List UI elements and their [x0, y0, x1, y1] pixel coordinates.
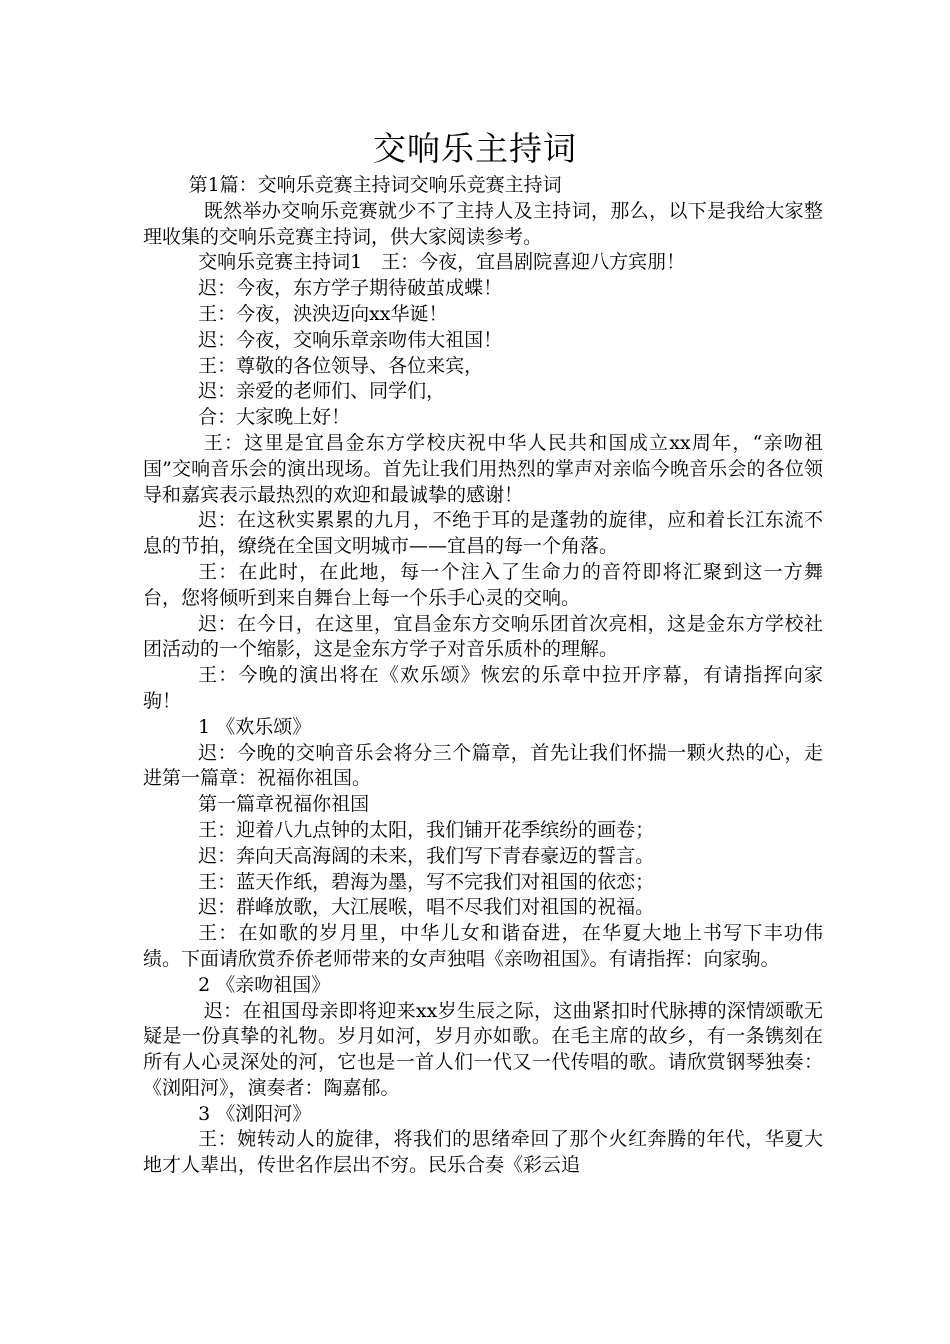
paragraph: 王：蓝天作纸，碧海为墨，写不完我们对祖国的依恋； — [198, 870, 655, 893]
paragraph: 迟：今夜，交响乐章亲吻伟大祖国！ — [198, 328, 503, 351]
document-body — [143, 173, 823, 1179]
paragraph: 1 《欢乐颂》 — [198, 715, 312, 738]
paragraph: 王：这里是宜昌金东方学校庆祝中华人民共和国成立xx周年，“亲吻祖国”交响音乐会的演出现场。首先让我们用热烈的掌声对亲临今晚音乐会的各位领导和嘉宾表示最热烈的欢迎和最诚挚的感谢！ — [143, 431, 823, 506]
paragraph: 王：在此时，在此地，每一个注入了生命力的音符即将汇聚到这一方舞台，您将倾听到来自舞台上每一个乐手心灵的交响。 — [143, 560, 823, 609]
paragraph: 王：今晚的演出将在《欢乐颂》恢宏的乐章中拉开序幕，有请指挥向家驹！ — [143, 664, 823, 712]
paragraph: 迟：在这秋实累累的九月，不绝于耳的是蓬勃的旋律，应和着长江东流不息的节拍，缭绕在全国文明城市——宜昌的每一个角落。 — [143, 509, 823, 558]
paragraph: 王：婉转动人的旋律，将我们的思绪牵回了那个火红奔腾的年代，华夏大地才人辈出，传世名作层出不穷。民乐合奏《彩云追 — [143, 1128, 823, 1177]
paragraph: 迟：今夜，东方学子期待破茧成蝶！ — [198, 277, 503, 300]
paragraph: 合：大家晚上好！ — [198, 406, 351, 429]
paragraph: 第1篇：交响乐竞赛主持词交响乐竞赛主持词 — [188, 174, 562, 196]
paragraph: 3 《浏阳河》 — [198, 1102, 312, 1125]
paragraph: 王：在如歌的岁月里，中华儿女和谐奋进，在华夏大地上书写下丰功伟绩。下面请欣赏乔侨老师带来的女声独唱《亲吻祖国》。有请指挥：向家驹。 — [143, 922, 823, 970]
paragraph: 既然举办交响乐竞赛就少不了主持人及主持词，那么，以下是我给大家整理收集的交响乐竞赛主持词，供大家阅读参考。 — [143, 199, 823, 248]
paragraph: 王：今夜，泱泱迈向xx华诞！ — [198, 302, 448, 325]
paragraph: 第一篇章祝福你祖国 — [198, 793, 370, 816]
paragraph: 迟：奔向天高海阔的未来，我们写下青春豪迈的誓言。 — [198, 844, 655, 867]
paragraph: 迟：亲爱的老师们、同学们， — [198, 380, 446, 403]
paragraph: 迟：群峰放歌，大江展喉，唱不尽我们对祖国的祝福。 — [198, 896, 655, 919]
paragraph: 迟：今晚的交响音乐会将分三个篇章，首先让我们怀揣一颗火热的心，走进第一篇章：祝福你祖国。 — [143, 741, 823, 790]
paragraph: 王：迎着八九点钟的太阳，我们铺开花季缤纷的画卷； — [198, 818, 655, 841]
paragraph: 2 《亲吻祖国》 — [198, 973, 331, 996]
paragraph: 王：尊敬的各位领导、各位来宾， — [198, 354, 484, 377]
paragraph: 交响乐竞赛主持词1 王：今夜，宜昌剧院喜迎八方宾朋！ — [198, 251, 686, 274]
document-title: 交响乐主持词 — [373, 129, 577, 168]
paragraph: 迟：在今日，在这里，宜昌金东方交响乐团首次亮相，这是金东方学校社团活动的一个缩影，这是金东方学子对音乐质朴的理解。 — [143, 612, 823, 661]
paragraph: 迟：在祖国母亲即将迎来xx岁生辰之际，这曲紧扣时代脉搏的深情颂歌无疑是一份真挚的礼物。岁月如河，岁月亦如歌。在毛主席的故乡，有一条镌刻在所有人心灵深处的河，它也是一首人们一代又一代传唱的歌。请欣赏钢琴独奏：《浏阳河》，演奏者：陶嘉郁。 — [143, 999, 823, 1099]
